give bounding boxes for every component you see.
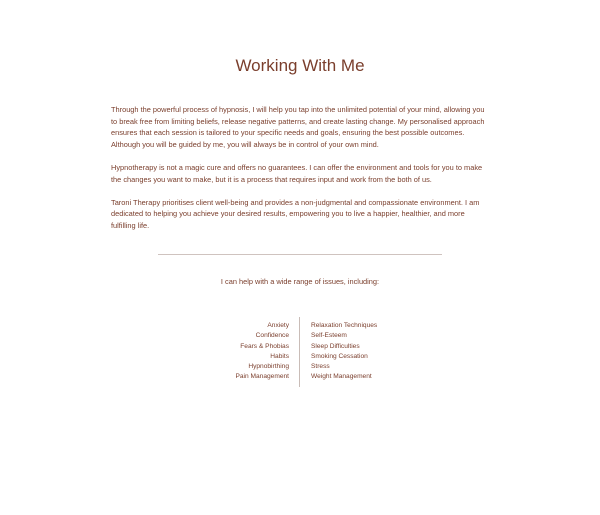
issue-item: Sleep Difficulties [311,342,360,350]
issue-item: Pain Management [235,373,289,381]
issues-list [200,317,400,387]
section-divider [158,254,442,255]
issue-item: Anxiety [267,322,289,329]
issue-item: Self-Esteem [311,332,347,340]
issues-intro: I can help with a wide range of issues, including: [220,277,380,286]
intro-text [111,104,491,243]
issue-item: Weight Management [311,373,372,381]
issue-item: Smoking Cessation [311,352,368,360]
intro-paragraph: Hypnotherapy is not a magic cure and offers no guarantees. I can offer the environment and tools for you to make the changes you want to make, but it is a process that requires input and work from the both of us. [111,162,483,184]
issue-item: Hypnobirthing [248,363,289,371]
issue-item: Stress [311,363,330,371]
issue-item: Confidence [255,332,289,340]
page-title: Working With Me [235,56,365,75]
column-divider [299,317,300,387]
issue-item: Fears & Phobias [240,342,289,350]
issue-item: Habits [270,352,289,360]
issue-item: Relaxation Techniques [311,322,378,329]
issues-column-right [311,321,377,383]
intro-paragraph: Through the powerful process of hypnosis, I will help you tap into the unlimited potential of your mind, allowing you to break free from limiting beliefs, release negative patterns, and create lasting change. My personalised approach ensures that each session is tailored to your specific needs and goals, ensuring the best possible outcomes. Although you will be guided by me, you will always be in control of your own mind. [111,105,485,149]
intro-paragraph: Taroni Therapy prioritises client well-being and provides a non-judgmental and compassionate environment. I am dedicated to helping you achieve your desired results, empowering you to live a happier, healthier, and more fulfilling life. [111,197,480,230]
issues-column-left [235,321,289,383]
